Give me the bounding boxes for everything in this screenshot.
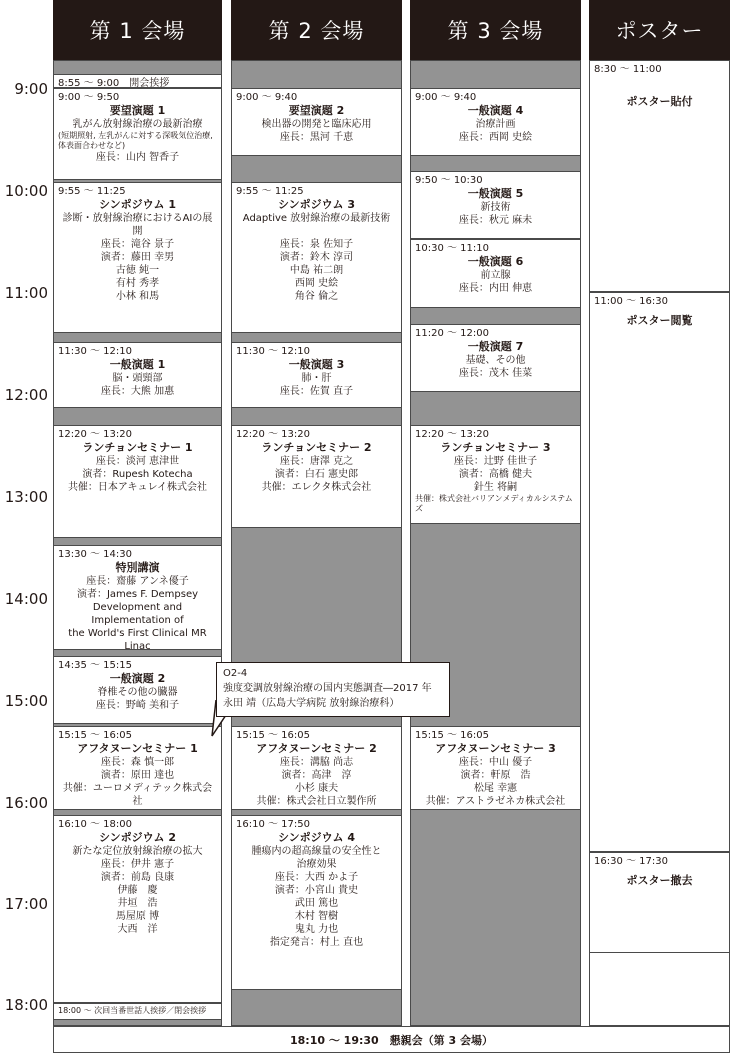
- session-title: 一般演題 3: [288, 358, 345, 371]
- session-detail: 基礎、その他: [465, 355, 526, 366]
- session-time: 9:50 ～ 10:30: [415, 175, 483, 186]
- session-detail: 座長：伊井 憲子: [100, 859, 175, 870]
- session-title: ランチョンセミナー 2: [261, 441, 372, 454]
- session-time: 9:00 ～ 9:50: [58, 92, 120, 103]
- session-detail: 座長：内田 伸恵: [458, 283, 533, 294]
- session-detail: 馬屋原 博: [115, 911, 160, 922]
- session-detail: 肺・肝: [301, 373, 332, 384]
- session-title: ポスター撤去: [626, 874, 693, 887]
- session-time: 9:00 ～ 9:40: [415, 92, 477, 103]
- hall1-session: [53, 88, 222, 180]
- session-detail: 乳がん放射線治療の最新治療: [72, 119, 203, 130]
- session-detail: 共催：日本アキュレイ株式会社: [67, 482, 208, 493]
- hall1-session: [53, 656, 222, 724]
- session-title: ランチョンセミナー 1: [82, 441, 193, 454]
- session-time: 15:15 ～ 16:05: [415, 730, 489, 741]
- hall1-session: [53, 545, 222, 650]
- session-title: シンポジウム 3: [277, 198, 356, 211]
- session-detail: 座長：森 慎一郎: [100, 757, 175, 768]
- presentation-callout: [216, 662, 450, 717]
- session-detail: 共催：エレクタ株式会社: [261, 482, 372, 493]
- hall2-session: [231, 182, 402, 333]
- session-detail: 有村 秀孝: [115, 278, 160, 289]
- session-detail: 伊藤 慶: [117, 885, 158, 896]
- session-detail: 木村 智樹: [294, 911, 339, 922]
- session-detail: 指定発言：村上 直也: [269, 937, 364, 948]
- session-title: 特別講演: [115, 561, 160, 574]
- session-detail: 座長：溝脇 尚志: [279, 757, 354, 768]
- session-detail: 座長：唐澤 克之: [279, 456, 354, 467]
- session-detail: 演者：前島 良康: [100, 872, 175, 883]
- session-time: 15:15 ～ 16:05: [236, 730, 310, 741]
- session-time: 16:10 ～ 18:00: [58, 819, 132, 830]
- session-time: 8:30 ～ 11:00: [594, 64, 662, 75]
- time-label: 17:00: [4, 895, 48, 913]
- hall3-session: [410, 425, 581, 524]
- time-label: 16:00: [4, 794, 48, 812]
- session-detail: 鬼丸 力也: [294, 924, 339, 935]
- session-detail: 座長：山内 智香子: [95, 152, 180, 163]
- session-detail: 座長：西岡 史絵: [458, 132, 533, 143]
- session-time: 13:30 ～ 14:30: [58, 549, 132, 560]
- header-hall-1: 第 1 会場: [53, 0, 222, 60]
- hall2-session: [231, 815, 402, 990]
- callout-speaker: 永田 靖（広島大学病院 放射線治療科）: [223, 698, 400, 709]
- session-detail: 武田 篤也: [294, 898, 339, 909]
- session-title: 一般演題 7: [467, 340, 524, 353]
- session-time: 11:00 ～ 16:30: [594, 296, 668, 307]
- session-title: 一般演題 2: [109, 672, 166, 685]
- session-title: アフタヌーンセミナー 2: [256, 742, 377, 755]
- session-detail: Adaptive 放射線治療の最新技術: [242, 213, 391, 224]
- session-detail: 小林 和馬: [115, 291, 160, 302]
- session-detail: 18:00 ～ 次回当番世話人挨拶／閉会挨拶: [58, 1006, 207, 1015]
- session-detail: 座長：野崎 美和子: [95, 700, 180, 711]
- session-title: 要望演題 2: [288, 104, 345, 117]
- session-detail: 治療計画: [475, 119, 516, 130]
- hall2-session: [231, 726, 402, 810]
- time-label: 11:00: [4, 284, 48, 302]
- session-detail: 腫瘍内の超高線量の安全性と: [251, 846, 382, 857]
- reception-row: [53, 1026, 730, 1053]
- session-time: 8:55 ～ 9:00 開会挨拶: [58, 78, 170, 88]
- header-hall-3: 第 3 会場: [410, 0, 581, 60]
- session-detail: 座長：大熊 加惠: [100, 386, 175, 397]
- session-detail: 新たな定位放射線治療の拡大: [72, 846, 203, 857]
- session-title: 一般演題 6: [467, 255, 524, 268]
- session-detail: 座長：大西 かよ子: [274, 872, 359, 883]
- time-label: 14:00: [4, 590, 48, 608]
- session-time: 11:30 ～ 12:10: [236, 346, 310, 357]
- poster-session: [589, 852, 730, 953]
- session-detail: 小杉 康夫: [294, 783, 339, 794]
- time-label: 9:00: [14, 80, 48, 98]
- session-time: 9:00 ～ 9:40: [236, 92, 298, 103]
- session-time: 16:30 ～ 17:30: [594, 856, 668, 867]
- session-time: 11:20 ～ 12:00: [415, 328, 489, 339]
- session-detail: 体表面合わせなど): [58, 141, 126, 150]
- hall3-session: [410, 726, 581, 810]
- hall1-session: [53, 815, 222, 1003]
- session-detail: 演者：高津 淳: [281, 770, 352, 781]
- session-detail: 演者：白石 憲史郎: [274, 469, 359, 480]
- hall3-session: [410, 324, 581, 392]
- session-time: 9:55 ～ 11:25: [58, 186, 126, 197]
- session-detail: 座長：秋元 麻未: [458, 215, 533, 226]
- reception-text: 18:10 ～ 19:30 懇親会（第 3 会場）: [290, 1033, 493, 1047]
- session-detail: 角谷 倫之: [294, 291, 339, 302]
- hall1-session: [53, 342, 222, 408]
- session-detail: 共催：株式会社日立製作所: [256, 796, 377, 807]
- session-title: 要望演題 1: [109, 104, 166, 117]
- session-title: 一般演題 1: [109, 358, 166, 371]
- session-detail: 座長：中山 優子: [458, 757, 533, 768]
- hall2-session: [231, 425, 402, 528]
- hall1-session: [53, 425, 222, 538]
- session-detail: 治療効果: [296, 859, 337, 870]
- session-title: アフタヌーンセミナー 1: [77, 742, 198, 755]
- hall3-session: [410, 171, 581, 239]
- session-title: ポスター貼付: [626, 95, 693, 108]
- session-detail: 演者：軒原 浩: [460, 770, 531, 781]
- time-label: 12:00: [4, 386, 48, 404]
- time-label: 10:00: [4, 182, 48, 200]
- header-poster: ポスター: [589, 0, 730, 60]
- time-label: 13:00: [4, 488, 48, 506]
- hall1-session: [53, 726, 222, 810]
- session-detail: 演者：James F. Dempsey: [76, 589, 199, 600]
- hall3-session: [410, 239, 581, 308]
- hall2-session: [231, 342, 402, 408]
- session-detail: 脳・頭頸部: [112, 373, 163, 384]
- session-detail: 座長：泉 佐知子: [279, 239, 354, 250]
- session-detail: 診断・放射線治療におけるAIの展開: [62, 213, 213, 237]
- session-detail: 大西 洋: [117, 924, 158, 935]
- hall1-session: [53, 1003, 222, 1020]
- session-title: 一般演題 5: [467, 187, 524, 200]
- session-detail: (短期照射, 左乳がんに対する深吸気位治療,: [58, 131, 213, 140]
- session-detail: 演者：高橋 健夫: [458, 469, 533, 480]
- session-title: アフタヌーンセミナー 3: [435, 742, 556, 755]
- session-detail: 座長：茂木 佳菜: [458, 368, 533, 379]
- session-title: シンポジウム 4: [277, 831, 356, 844]
- session-title: ランチョンセミナー 3: [440, 441, 551, 454]
- session-time: 12:20 ～ 13:20: [58, 429, 132, 440]
- session-detail: 井垣 浩: [117, 898, 158, 909]
- session-detail: 新技術: [480, 202, 511, 213]
- session-time: 11:30 ～ 12:10: [58, 346, 132, 357]
- session-title: ポスター閲覧: [626, 314, 693, 327]
- hall1-session: [53, 74, 222, 88]
- session-detail: 演者：Rupesh Kotecha: [82, 469, 193, 480]
- poster-session: [589, 60, 730, 292]
- session-detail: 共催：アストラゼネカ株式会社: [425, 796, 566, 807]
- session-detail: 中島 祐二朗: [289, 265, 344, 276]
- callout-title: 強度変調放射線治療の国内実態調査―2017 年: [223, 683, 432, 694]
- session-detail: 共催：株式会社バリアンメディカルシステムズ: [415, 494, 573, 513]
- session-title: シンポジウム 1: [98, 198, 177, 211]
- session-detail: 古徳 純一: [115, 265, 160, 276]
- session-time: 14:35 ～ 15:15: [58, 660, 132, 671]
- session-time: 12:20 ～ 13:20: [236, 429, 310, 440]
- session-detail: 演者：鈴木 淳司: [279, 252, 354, 263]
- session-detail: [594, 76, 725, 89]
- session-detail: 座長：佐賀 直子: [279, 386, 354, 397]
- session-detail: 西岡 史絵: [294, 278, 339, 289]
- session-detail: 演者：藤田 幸男: [100, 252, 175, 263]
- session-time: 15:15 ～ 16:05: [58, 730, 132, 741]
- header-hall-2: 第 2 会場: [231, 0, 402, 60]
- hall2-session: [231, 88, 402, 156]
- session-detail: 座長：滝谷 景子: [100, 239, 175, 250]
- session-detail: 座長：淡河 恵津世: [95, 456, 180, 467]
- session-detail: 座長：辻野 佳世子: [453, 456, 538, 467]
- session-time: 16:10 ～ 17:50: [236, 819, 310, 830]
- session-detail: 演者：小宮山 貴史: [274, 885, 359, 896]
- callout-code: O2-4: [223, 668, 248, 679]
- session-detail: [236, 225, 397, 238]
- session-detail: Development and Implementation of: [91, 602, 184, 626]
- session-detail: 座長：齋藤 アンネ優子: [86, 576, 189, 587]
- session-time: 10:30 ～ 11:10: [415, 243, 489, 254]
- session-detail: 演者：原田 達也: [100, 770, 175, 781]
- session-title: 一般演題 4: [467, 104, 524, 117]
- session-detail: 脊椎その他の臓器: [97, 687, 178, 698]
- session-detail: 松尾 幸憲: [473, 783, 518, 794]
- session-detail: 座長：黒河 千恵: [279, 132, 354, 143]
- session-detail: 前立腺: [480, 270, 511, 281]
- session-detail: the World's First Clinical MR Linac: [68, 628, 207, 650]
- hall3-session: [410, 88, 581, 156]
- time-label: 15:00: [4, 692, 48, 710]
- hall1-session: [53, 182, 222, 333]
- session-time: 12:20 ～ 13:20: [415, 429, 489, 440]
- session-detail: 検出器の開発と臨床応用: [261, 119, 372, 130]
- session-title: シンポジウム 2: [98, 831, 177, 844]
- session-detail: 針生 将嗣: [473, 482, 518, 493]
- session-time: 9:55 ～ 11:25: [236, 186, 304, 197]
- time-label: 18:00: [4, 996, 48, 1014]
- poster-session: [589, 292, 730, 852]
- session-detail: 共催：ユーロメディテック株式会社: [62, 783, 213, 807]
